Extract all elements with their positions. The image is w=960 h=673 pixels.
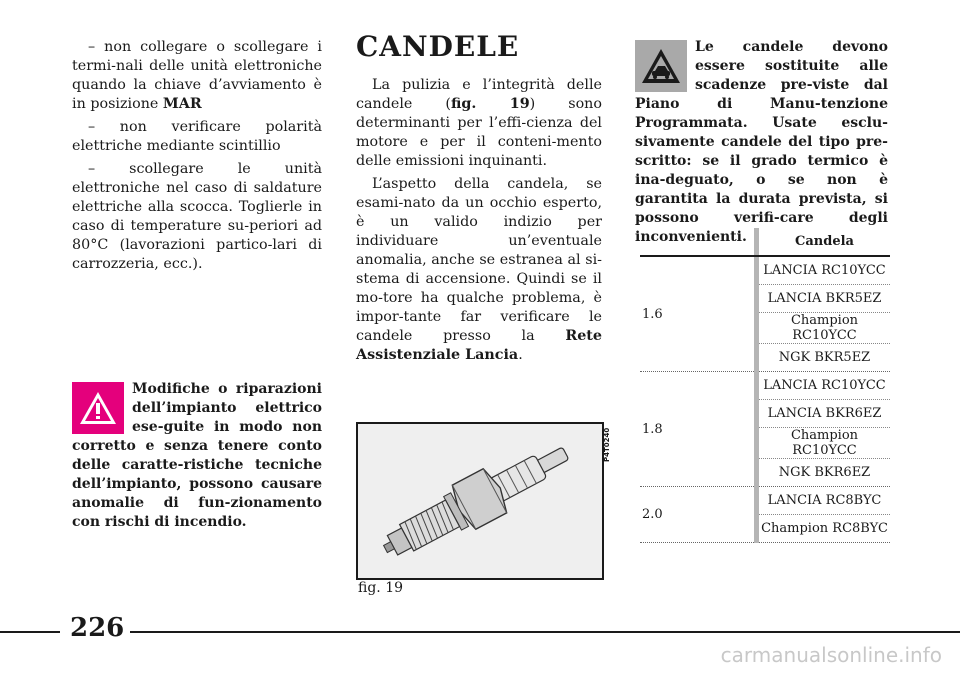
warning-electrical [72, 380, 322, 532]
watermark: carmanualsonline.info [720, 643, 942, 667]
spark-plug-cell: LANCIA BKR6EZ [759, 400, 890, 428]
paragraph: – non verificare polarità elettriche mediante scintillio [72, 119, 322, 154]
engine-cell: 1.6 [640, 256, 754, 372]
paragraph [72, 38, 322, 114]
spark-plug-figure [356, 422, 604, 580]
paragraph: – scollegare le unità elettroniche nel caso di saldature elettriche alla scocca. Toglierle in caso di temperature su-periori ad 80°C (lavorazioni partico-lari di carrozzeria, ecc.). [72, 161, 322, 272]
spark-plug-cell: Champion RC10YCC [759, 313, 890, 344]
figure-caption: fig. 19 [358, 580, 404, 596]
paragraph [356, 175, 602, 365]
spark-plug-illustration [358, 424, 602, 578]
text: L’aspetto della candela, se esami-nato da un occhio esperto, è un valido indizio per individuare un’eventuale anomalia, anche se estranea al si-stema di accensione. Quindi se il mo-tore ha qualche problema, è impor-tante far verificare le candele presso la [356, 176, 602, 344]
spark-plug-cell: NGK BKR5EZ [759, 344, 890, 372]
table-header: Candela [795, 234, 854, 249]
bold-text: Rete Assistenziale Lancia [356, 328, 602, 363]
spark-plug-table [640, 228, 890, 543]
engine-cell: 2.0 [640, 487, 754, 543]
spark-plug-cell: Champion RC8BYC [759, 515, 890, 543]
figure-code: P4T0240 [603, 427, 611, 462]
table-header-row [640, 228, 890, 256]
text: . [518, 347, 523, 363]
bold-text: MAR [162, 96, 202, 112]
spark-plug-cell: LANCIA BKR5EZ [759, 285, 890, 313]
text: – non collegare o scollegare i termi-nali delle unità elettroniche quando la chiave d’avviamento è in posizione [72, 39, 322, 112]
warning-spark-plugs [635, 38, 888, 247]
footer-rule-left [0, 631, 60, 633]
footer-rule-right [130, 631, 960, 633]
column-left [72, 38, 322, 278]
spark-plug-cell: LANCIA RC10YCC [759, 256, 890, 285]
table-row [640, 487, 890, 515]
spark-plug-cell: LANCIA RC10YCC [759, 372, 890, 400]
warning-text: Modifiche o riparazioni dell’impianto elettrico ese-guite in modo non corretto e senza tenere conto delle caratte-ristiche tecniche dell’impianto, possono causare anomalie di fun-zionamento con rischi di incendio. [72, 381, 322, 530]
text: La pulizia e l’integrità delle candele ( [356, 77, 602, 112]
spark-plug-cell: Champion RC10YCC [759, 428, 890, 459]
engine-cell: 1.8 [640, 372, 754, 487]
car-warning-icon [635, 40, 687, 92]
text: ) sono determinanti per l’effi-cienza del motore e per il conteni-mento delle emissioni inquinanti. [356, 96, 603, 169]
table-row [640, 256, 890, 285]
warning-text: Le candele devono essere sostituite alle scadenze pre-viste dal Piano di Manu-tenzione Programmata. Usate esclu-sivamente candele del tipo pre-scritto: se il grado termico è ina-deguato, o se non è garantita la durata prevista, si possono verifi-care degli inconvenienti. [635, 39, 888, 245]
section-title: CANDELE [356, 30, 520, 63]
table-row [640, 372, 890, 400]
spark-plug-cell: LANCIA RC8BYC [759, 487, 890, 515]
page-number: 226 [70, 613, 125, 643]
figure-reference: fig. 19 [450, 96, 530, 112]
spark-plug-cell: NGK BKR6EZ [759, 459, 890, 487]
paragraph [356, 76, 602, 171]
column-middle [356, 30, 602, 369]
warning-triangle-icon [72, 382, 124, 434]
